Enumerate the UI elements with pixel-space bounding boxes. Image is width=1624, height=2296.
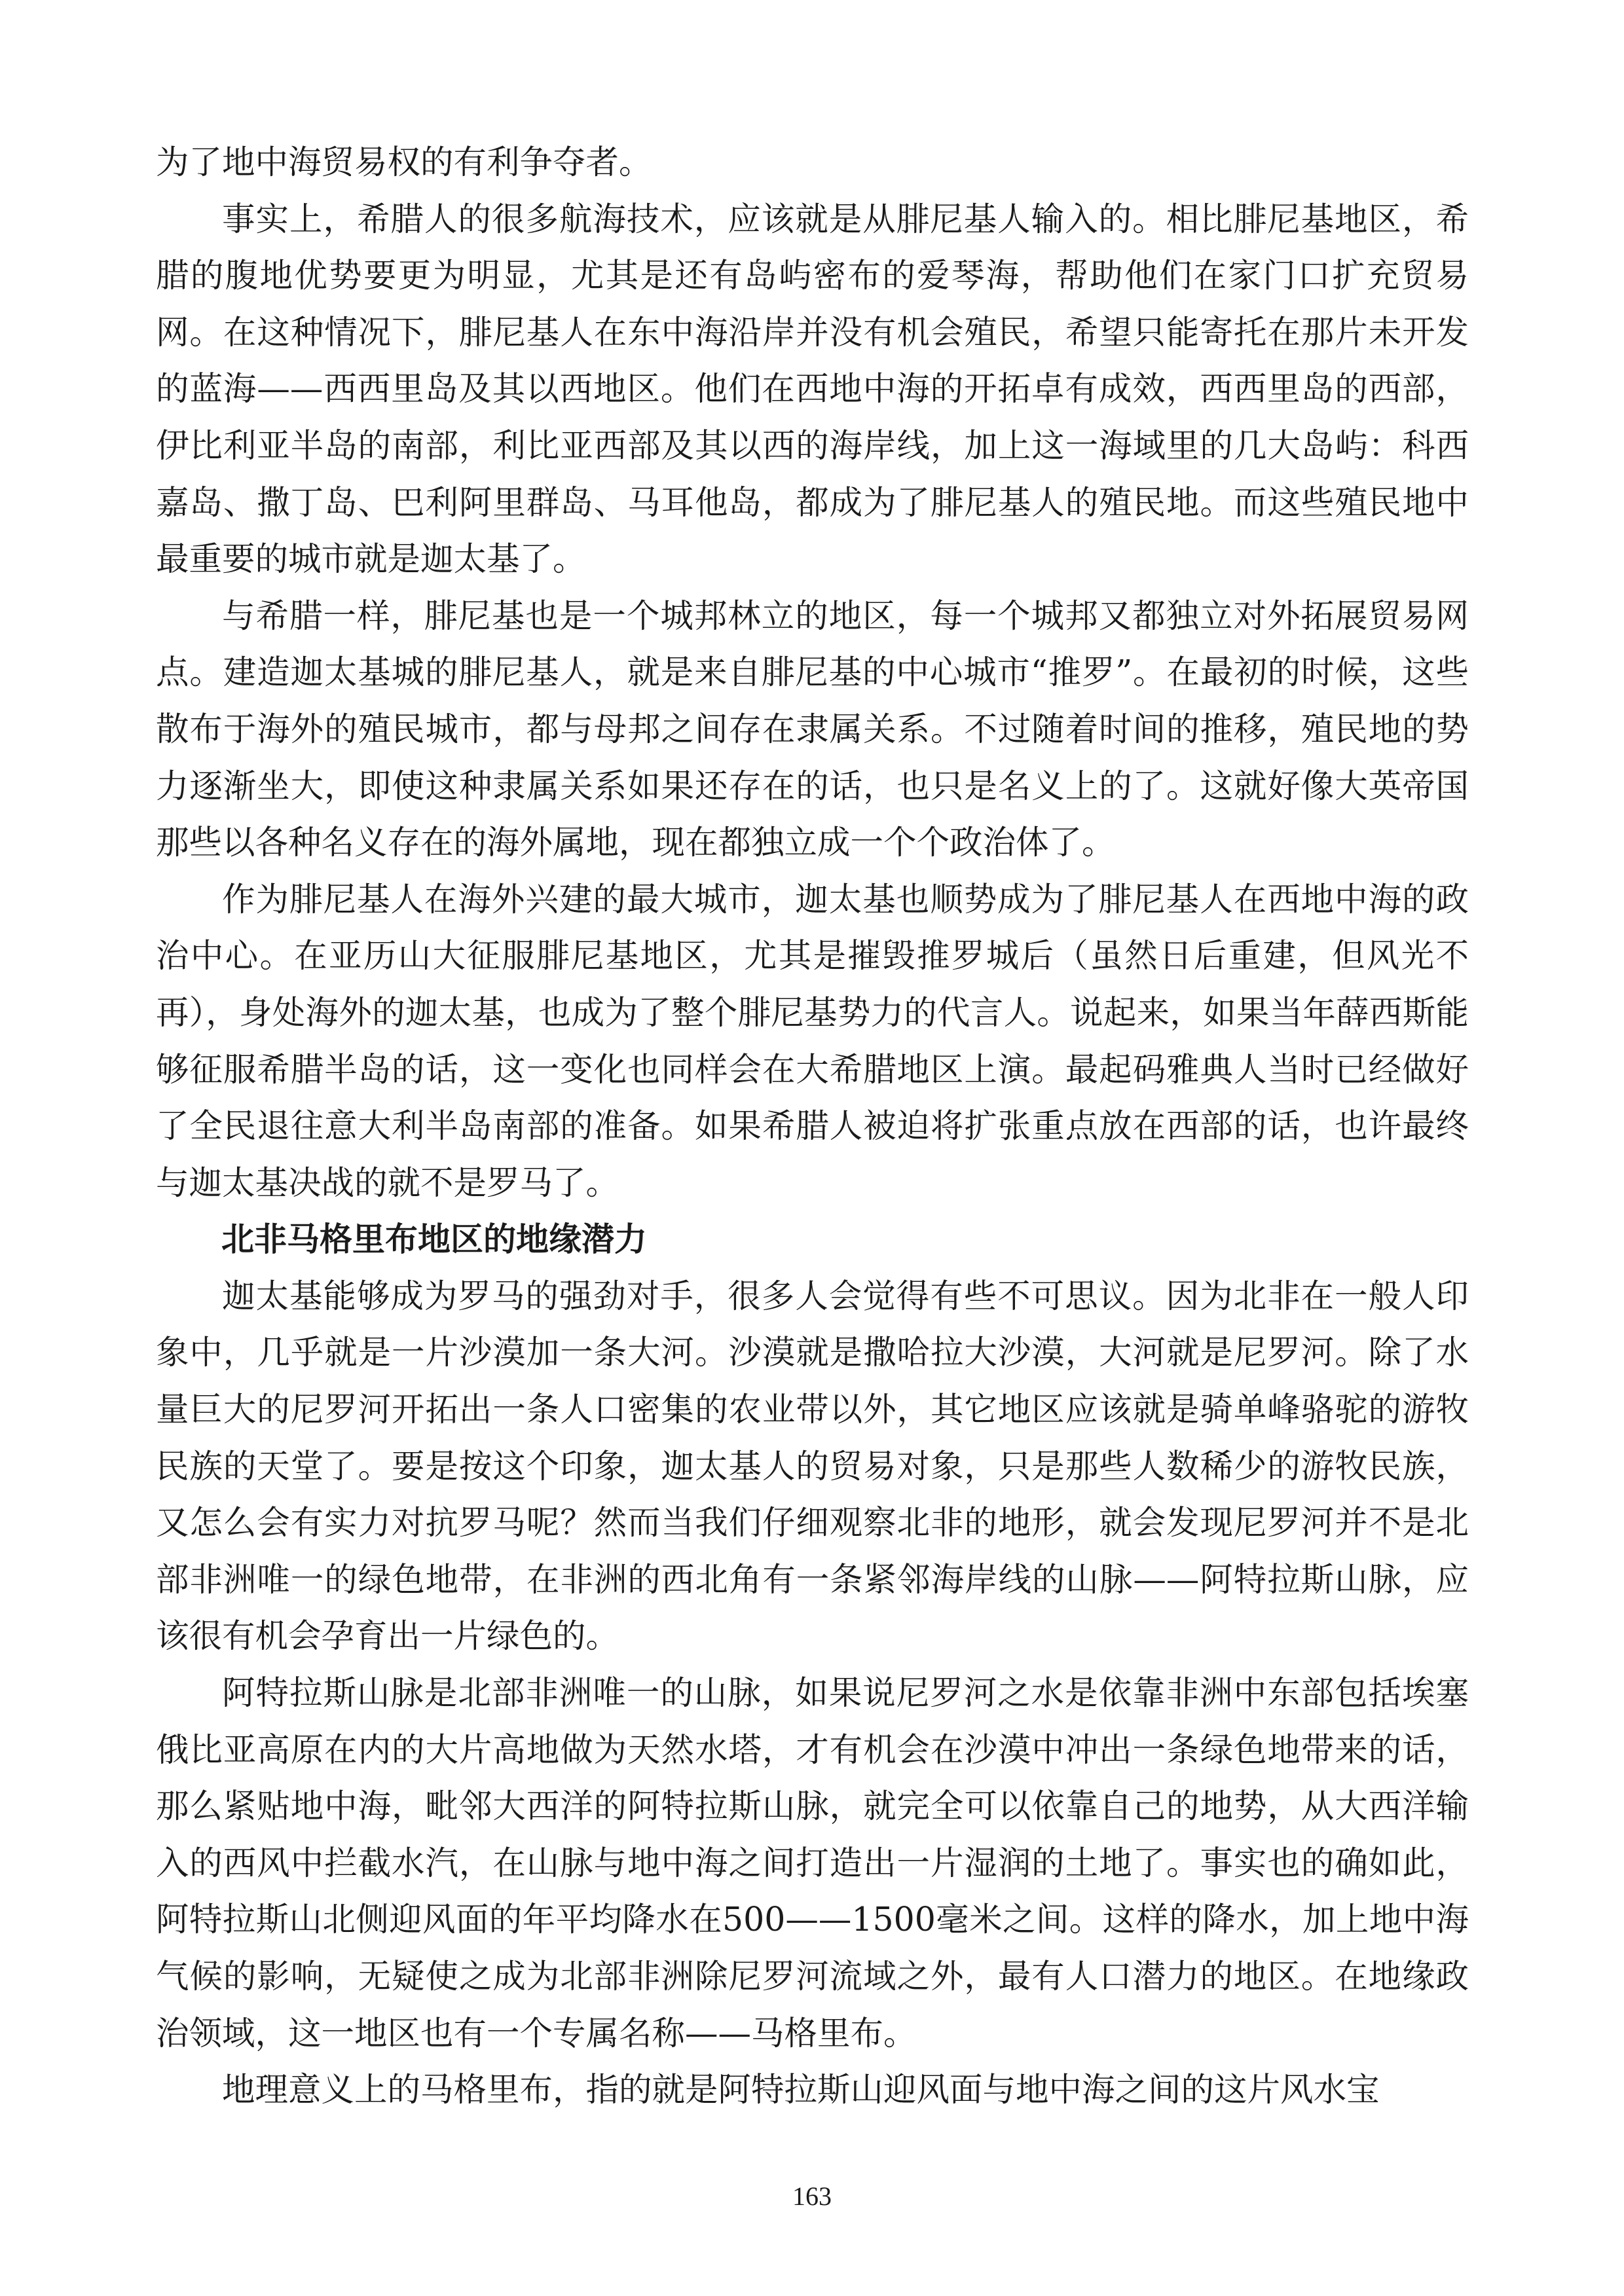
section-heading: 北非马格里布地区的地缘潜力 <box>221 1220 647 1259</box>
page-number: 163 <box>792 2181 832 2211</box>
paragraph-2: 事实上，希腊人的很多航海技术，应该就是从腓尼基人输入的。相比腓尼基地区，希腊的腹地优势要更为明显，尤其是还有岛屿密布的爱琴海，帮助他们在家门口扩充贸易网。在这种情况下，腓尼基人在东中海沿岸并没有机会殖民，希望只能寄托在那片未开发的蓝海——西西里岛及其以西地区。他们在西地中海的开拓卓有成效，西西里岛的西部，伊比利亚半岛的南部，利比亚西部及其以西的海岸线，加上这一海域里的几大岛屿：科西嘉岛、撒丁岛、巴利阿里群岛、马耳他岛，都成为了腓尼基人的殖民地。而这些殖民地中最重要的城市就是迦太基了。 <box>156 199 1469 579</box>
paragraph-7: 地理意义上的马格里布，指的就是阿特拉斯山迎风面与地中海之间的这片风水宝 <box>222 2070 1380 2109</box>
paragraph-1: 为了地中海贸易权的有利争夺者。 <box>156 143 652 181</box>
paragraph-3: 与希腊一样，腓尼基也是一个城邦林立的地区，每一个城邦又都独立对外拓展贸易网点。建造迦太基城的腓尼基人，就是来自腓尼基的中心城市“推罗”。在最初的时候，这些散布于海外的殖民城市，都与母邦之间存在隶属关系。不过随着时间的推移，殖民地的势力逐渐坐大，即使这种隶属关系如果还存在的话，也只是名义上的了。这就好像大英帝国那些以各种名义存在的海外属地，现在都独立成一个个政治体了。 <box>156 596 1469 862</box>
paragraph-6: 阿特拉斯山脉是北部非洲唯一的山脉，如果说尼罗河之水是依靠非洲中东部包括埃塞俄比亚高原在内的大片高地做为天然水塔，才有机会在沙漠中冲出一条绿色地带来的话，那么紧贴地中海，毗邻大西洋的阿特拉斯山脉，就完全可以依靠自己的地势，从大西洋输入的西风中拦截水汽，在山脉与地中海之间打造出一片湿润的土地了。事实也的确如此，阿特拉斯山北侧迎风面的年平均降水在500——1500毫米之间。这样的降水，加上地中海气候的影响，无疑使之成为北部非洲除尼罗河流域之外，最有人口潜力的地区。在地缘政治领域，这一地区也有一个专属名称——马格里布。 <box>156 1673 1469 2052</box>
paragraph-5: 迦太基能够成为罗马的强劲对手，很多人会觉得有些不可思议。因为北非在一般人印象中，几乎就是一片沙漠加一条大河。沙漠就是撒哈拉大沙漠，大河就是尼罗河。除了水量巨大的尼罗河开拓出一条人口密集的农业带以外，其它地区应该就是骑单峰骆驼的游牧民族的天堂了。要是按这个印象，迦太基人的贸易对象，只是那些人数稀少的游牧民族，又怎么会有实力对抗罗马呢？然而当我们仔细观察北非的地形，就会发现尼罗河并不是北部非洲唯一的绿色地带，在非洲的西北角有一条紧邻海岸线的山脉——阿特拉斯山脉，应该很有机会孕育出一片绿色的。 <box>156 1276 1469 1656</box>
page-body <box>156 134 1469 2119</box>
paragraph-4: 作为腓尼基人在海外兴建的最大城市，迦太基也顺势成为了腓尼基人在西地中海的政治中心。在亚历山大征服腓尼基地区，尤其是摧毁推罗城后（虽然日后重建，但风光不再），身处海外的迦太基，也成为了整个腓尼基势力的代言人。说起来，如果当年薛西斯能够征服希腊半岛的话，这一变化也同样会在大希腊地区上演。最起码雅典人当时已经做好了全民退往意大利半岛南部的准备。如果希腊人被迫将扩张重点放在西部的话，也许最终与迦太基决战的就不是罗马了。 <box>156 879 1469 1202</box>
